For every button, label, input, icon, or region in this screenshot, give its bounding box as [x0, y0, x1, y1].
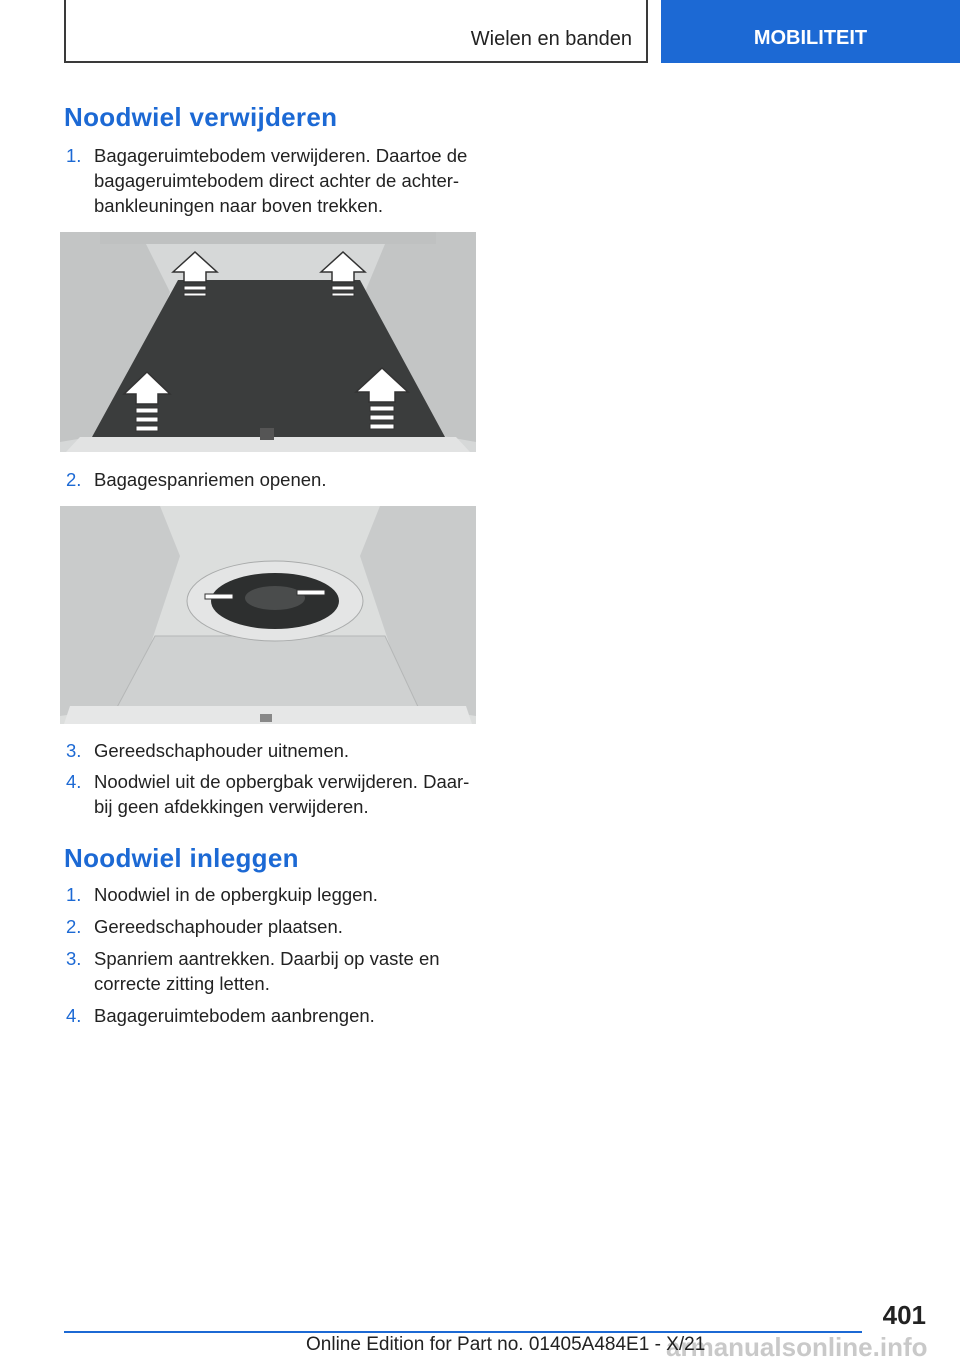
step-text: Bagagespanriemen openen.	[94, 469, 327, 490]
step-list	[64, 467, 484, 492]
step-number: 2.	[66, 469, 82, 490]
header-section-box	[64, 0, 648, 63]
footer-edition: Online Edition for Part no. 01405A484E1 - X/21	[306, 1334, 706, 1355]
step-number: 2.	[66, 916, 82, 937]
spare-wheel-well-illustration	[60, 506, 476, 724]
step-text: Bagageruimtebodem verwijderen. Daartoe de bagageruimtebodem direct achter de achter-bankleuningen naar boven trekken.	[94, 145, 468, 216]
header-chapter-label: MOBILITEIT	[753, 27, 868, 49]
trunk-floor-illustration	[60, 232, 476, 452]
page-number: 401	[882, 1300, 926, 1330]
list-item	[64, 769, 484, 819]
step-text: Spanriem aantrekken. Daarbij op vaste en correcte zitting letten.	[94, 948, 440, 994]
step-list	[64, 738, 484, 819]
watermark: armanualsonline.info	[666, 1332, 928, 1362]
list-item	[64, 914, 484, 939]
header-chapter-tab[interactable]	[661, 0, 960, 63]
step-text: Gereedschaphouder plaatsen.	[94, 916, 343, 937]
step-number: 4.	[66, 771, 82, 792]
list-item	[64, 882, 484, 907]
list-item	[64, 946, 484, 996]
step-number: 3.	[66, 740, 82, 761]
step-number: 1.	[66, 145, 82, 166]
step-text: Noodwiel uit de opbergbak verwijderen. Daar-bij geen afdekkingen verwijderen.	[94, 771, 470, 817]
section-title: Noodwiel verwijderen	[64, 102, 338, 132]
step-text: Noodwiel in de opbergkuip leggen.	[94, 884, 378, 905]
step-text: Bagageruimtebodem aanbrengen.	[94, 1005, 375, 1026]
section-noodwiel-verwijderen	[64, 102, 484, 133]
header-section-title: Wielen en banden	[470, 28, 632, 50]
step-list	[64, 143, 484, 218]
step-number: 1.	[66, 884, 82, 905]
list-item	[64, 143, 484, 218]
step-number: 3.	[66, 948, 82, 969]
step-list	[64, 882, 484, 1028]
list-item	[64, 738, 484, 763]
step-text: Gereedschaphouder uitnemen.	[94, 740, 350, 761]
list-item	[64, 467, 484, 492]
section-title: Noodwiel inleggen	[64, 843, 299, 873]
section-noodwiel-inleggen	[64, 843, 484, 874]
list-item	[64, 1003, 484, 1028]
step-number: 4.	[66, 1005, 82, 1026]
